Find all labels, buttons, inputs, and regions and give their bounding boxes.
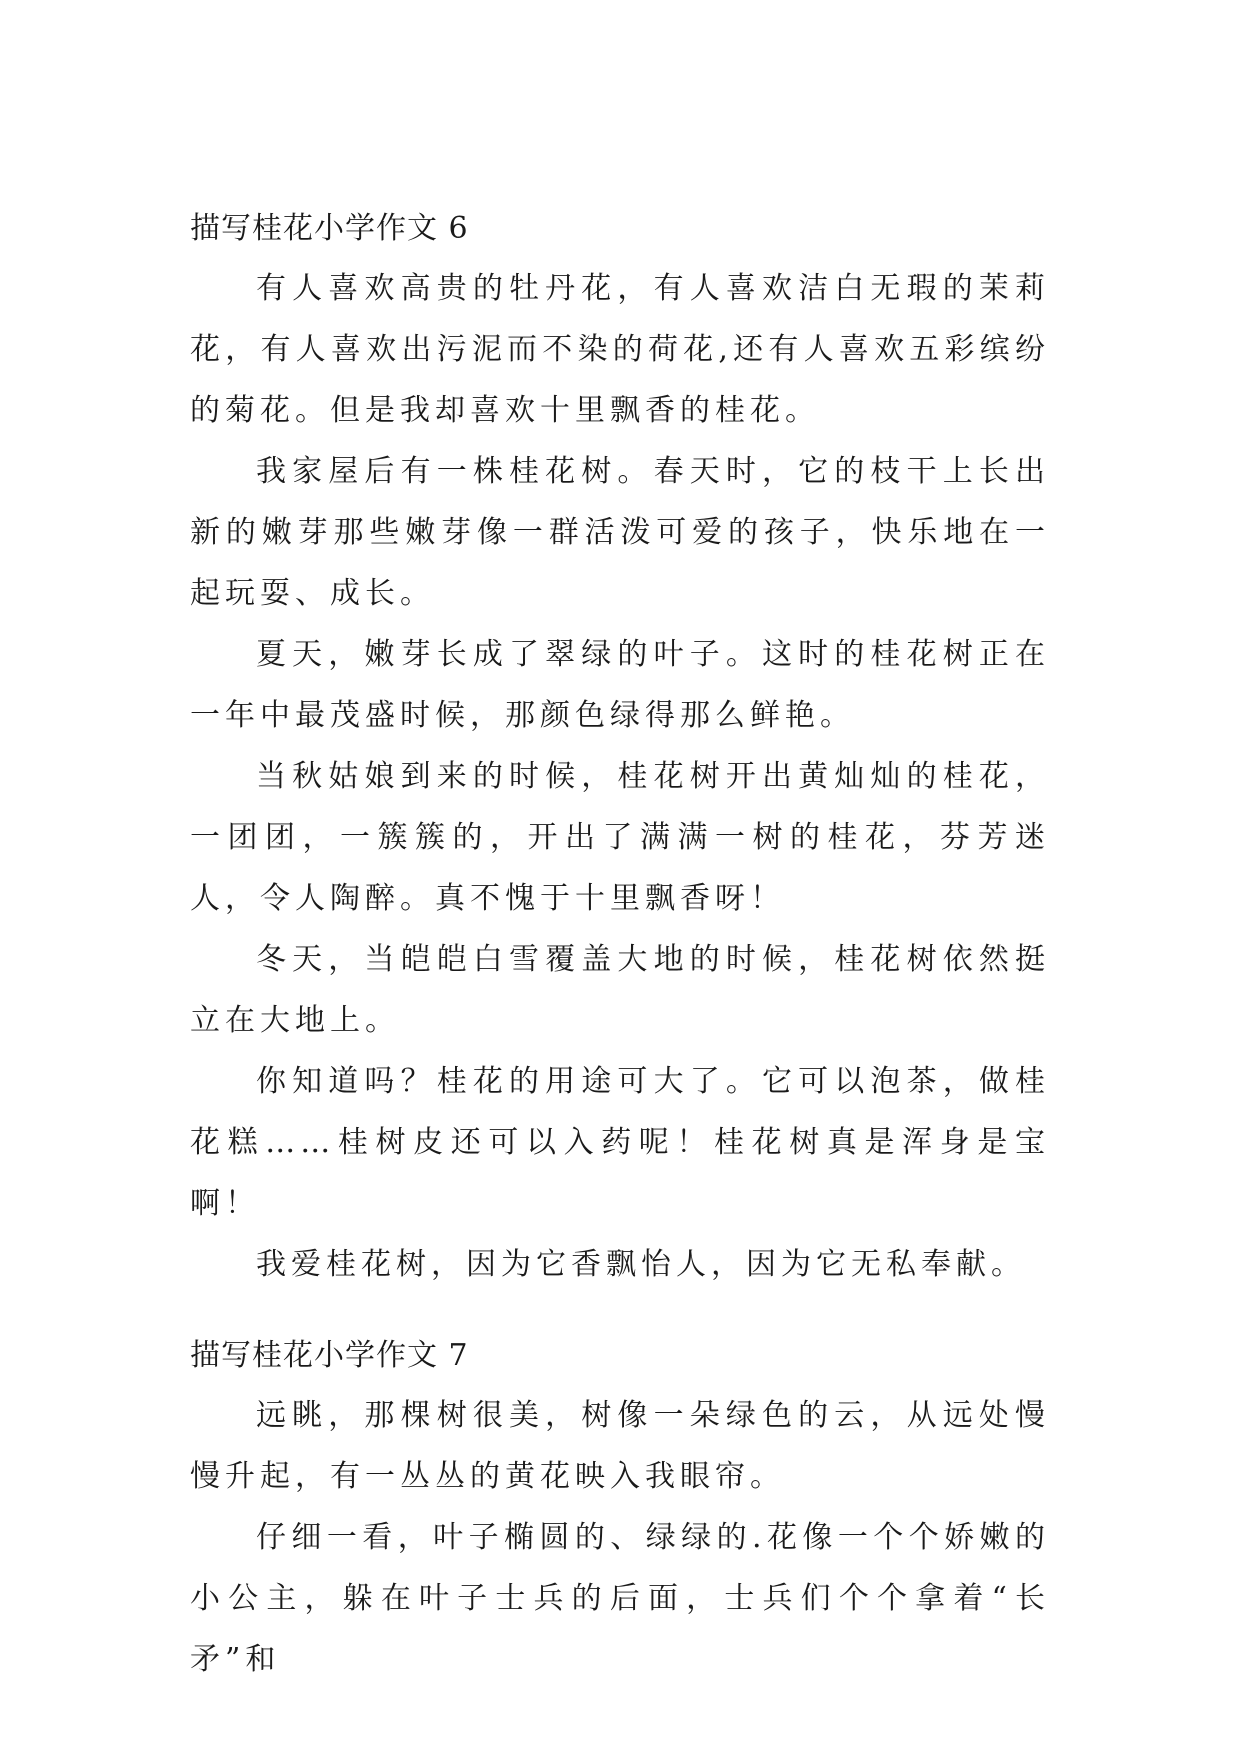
essay-paragraph: 你知道吗？桂花的用途可大了。它可以泡茶，做桂花糕……桂树皮还可以入药呢！桂花树真是浑身是宝啊！ — [190, 1064, 1050, 1221]
essay-paragraph: 远眺，那棵树很美，树像一朵绿色的云，从远处慢慢升起，有一丛丛的黄花映入我眼帘。 — [190, 1398, 1050, 1494]
essay-title: 描写桂花小学作文 6 — [190, 211, 469, 246]
essay-paragraph: 仔细一看，叶子椭圆的、绿绿的.花像一个个娇嫩的小公主，躲在叶子士兵的后面，士兵们个个拿着“长矛”和 — [190, 1520, 1050, 1677]
essay-section-7 — [190, 1327, 1050, 1690]
essay-paragraph: 冬天，当皑皑白雪覆盖大地的时候，桂花树依然挺立在大地上。 — [190, 942, 1050, 1038]
essay-paragraph: 夏天，嫩芽长成了翠绿的叶子。这时的桂花树正在一年中最茂盛时候，那颜色绿得那么鲜艳。 — [190, 637, 1050, 733]
essay-paragraph: 有人喜欢高贵的牡丹花，有人喜欢洁白无瑕的茉莉花，有人喜欢出污泥而不染的荷花,还有人喜欢五彩缤纷的菊花。但是我却喜欢十里飘香的桂花。 — [190, 271, 1050, 428]
essay-paragraph: 我爱桂花树，因为它香飘怡人，因为它无私奉献。 — [256, 1247, 1026, 1282]
essay-paragraph: 我家屋后有一株桂花树。春天时，它的枝干上长出新的嫩芽那些嫩芽像一群活泼可爱的孩子，快乐地在一起玩耍、成长。 — [190, 454, 1050, 611]
essay-section-6 — [190, 200, 1050, 1295]
essay-title: 描写桂花小学作文 7 — [190, 1338, 469, 1373]
document-body — [190, 200, 1050, 1690]
essay-paragraph: 当秋姑娘到来的时候，桂花树开出黄灿灿的桂花，一团团，一簇簇的，开出了满满一树的桂花，芬芳迷人，令人陶醉。真不愧于十里飘香呀！ — [190, 759, 1050, 916]
